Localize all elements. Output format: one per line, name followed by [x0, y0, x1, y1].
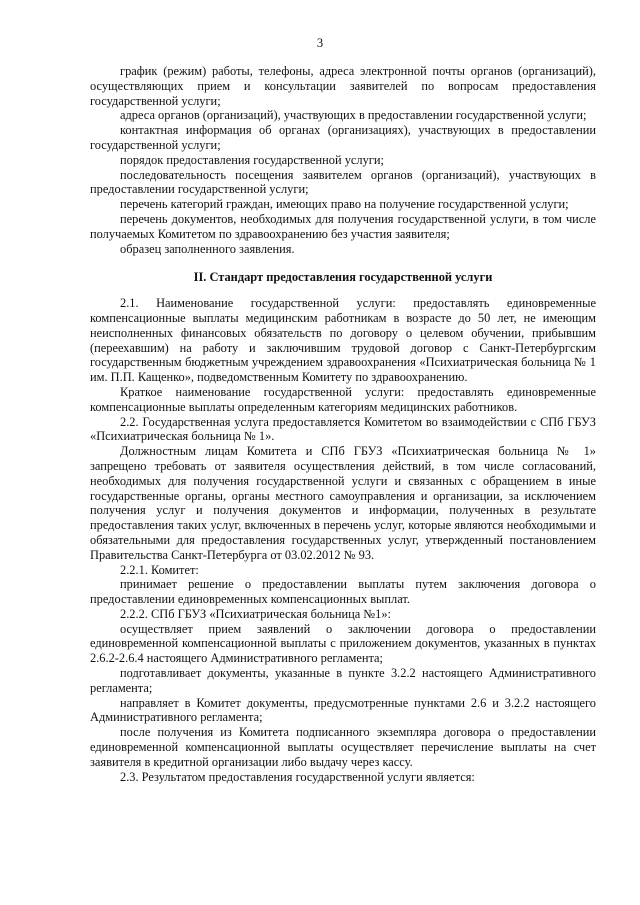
paragraph-2-2: 2.2. Государственная услуга предоставляется Комитетом во взаимодействии с СПб ГБУЗ «Психиатрическая больница № 1». [90, 414, 596, 444]
paragraph-short-name: Краткое наименование государственной услуги: предоставлять единовременные компенсационные выплаты определенным категориям медицинских работников. [90, 384, 596, 414]
paragraph-2-2-2: 2.2.2. СПб ГБУЗ «Психиатрическая больница №1»: [120, 606, 392, 621]
intro-item: график (режим) работы, телефоны, адреса электронной почты органов (организаций), осуществляющих прием и консультации заявителей по вопросам предоставления государственной услуги; [90, 64, 596, 108]
intro-item: последовательность посещения заявителем органов (организаций), участвующих в предоставлении государственной услуги; [90, 167, 596, 197]
paragraph-committee-decision: принимает решение о предоставлении выплаты путем заключения договора о предоставлении единовременных компенсационных выплат. [90, 577, 596, 607]
paragraph-2-3: 2.3. Результатом предоставления государственной услуги является: [120, 769, 475, 784]
intro-item: порядок предоставления государственной услуги; [120, 152, 384, 167]
page-number: 3 [316, 36, 324, 50]
paragraph-sends-documents: направляет в Комитет документы, предусмотренные пунктами 2.6 и 3.2.2 настоящего Административного регламента; [90, 695, 596, 725]
paragraph-2-2-1: 2.2.1. Комитет: [120, 562, 199, 577]
paragraph-prohibition: Должностным лицам Комитета и СПб ГБУЗ «Психиатрическая больница № 1» запрещено требовать от заявителя осуществления действий, в том числе согласований, необходимых для получения государственной услуги и связанных с обращением в иные государственные органы, органы местного самоуправления и организации, за исключением получения услуг и получения документов и информации, полученных в результате предоставления таких услуг, включенных в перечень услуг, которые являются необходимыми и обязательными для предоставления государственных услуг, утвержденный постановлением Правительства Санкт-Петербурга от 03.02.2012 № 93. [90, 444, 596, 562]
intro-item: контактная информация об органах (организациях), участвующих в предоставлении государственной услуги; [90, 123, 596, 152]
intro-item: адреса органов (организаций), участвующих в предоставлении государственной услуги; [120, 108, 587, 123]
intro-item: перечень документов, необходимых для получения государственной услуги, в том числе получаемых Комитетом по здравоохранению без участия заявителя; [90, 211, 596, 241]
intro-item: образец заполненного заявления. [120, 241, 295, 256]
paragraph-accepts-applications: осуществляет прием заявлений о заключении договора о предоставлении единовременной компенсационной выплаты с приложением документов, указанных в пунктах 2.6.2-2.6.4 настоящего Административного регламента; [90, 621, 596, 666]
document-body [90, 64, 596, 784]
section-heading: II. Стандарт предоставления государственной услуги [193, 270, 493, 285]
paragraph-prepares-documents: подготавливает документы, указанные в пункте 3.2.2 настоящего Административного регламента; [90, 666, 596, 695]
paragraph-2-1: 2.1. Наименование государственной услуги: предоставлять единовременные компенсационные выплаты медицинским работникам в возрасте до 50 лет, не имеющим неисполненных финансовых обязательств по договору о целевом обучении, прибывшим (переехавшим) на работу и заключившим трудовой договор с Санкт-Петербургским государственным бюджетным учреждением здравоохранения «Психиатрическая больница № 1 им. П.П. Кащенко», подведомственным Комитету по здравоохранению. [90, 296, 596, 385]
paragraph-payment-transfer: после получения из Комитета подписанного экземпляра договора о предоставлении единовременной компенсационной выплаты осуществляет перечисление выплаты на счет заявителя в кредитной организации либо выдачу через кассу. [90, 725, 596, 769]
intro-item: перечень категорий граждан, имеющих право на получение государственной услуги; [120, 197, 569, 212]
